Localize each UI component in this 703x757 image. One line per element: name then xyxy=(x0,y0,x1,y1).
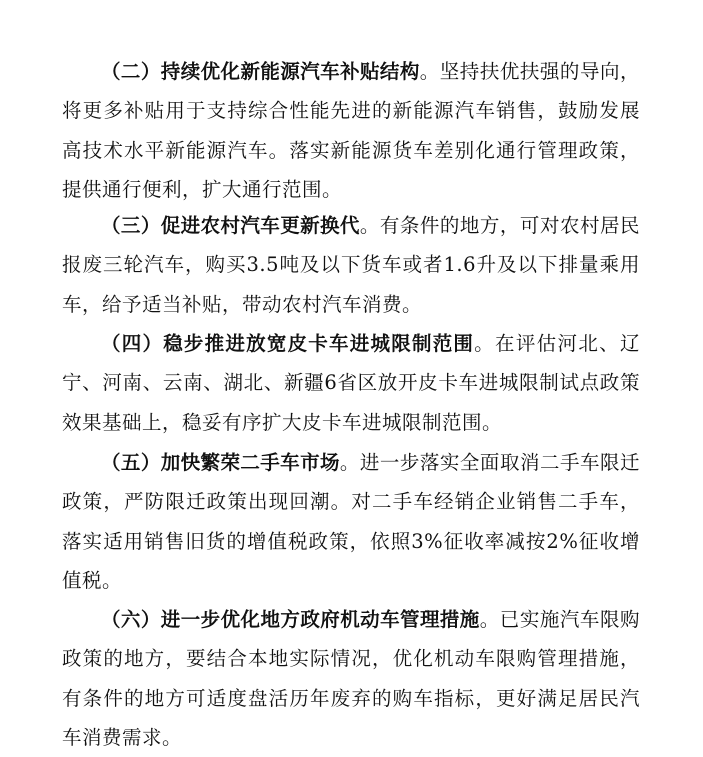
paragraph-heading: （五）加快繁荣二手车市场 xyxy=(101,451,340,474)
paragraph-body: 。坚持扶优扶强的导向，将更多补贴用于支持综合性能先进的新能源汽车销售，鼓励发展高技术水平新能源汽车。落实新能源货车差别化通行管理政策，提供通行便利，扩大通行范围。 xyxy=(62,60,640,201)
paragraph-6 xyxy=(62,600,640,757)
paragraph-heading: （四）稳步推进放宽皮卡车进城限制范围 xyxy=(101,332,475,355)
paragraph-body: 。进一步落实全面取消二手车限迁政策，严防限迁政策出现回潮。对二手车经销企业销售二手车，落实适用销售旧货的增值税政策，依照3%征收率减按2%征收增值税。 xyxy=(62,451,640,592)
paragraph-5 xyxy=(62,443,640,600)
paragraph-body: 。有条件的地方，可对农村居民报废三轮汽车，购买3.5吨及以下货车或者1.6升及以下排量乘用车，给予适当补贴，带动农村汽车消费。 xyxy=(62,214,640,316)
paragraph-3 xyxy=(62,206,640,324)
paragraph-heading: （三）促进农村汽车更新换代 xyxy=(101,214,360,237)
paragraph-4 xyxy=(62,324,640,442)
paragraph-2 xyxy=(62,52,640,209)
paragraph-heading: （六）进一步优化地方政府机动车管理措施 xyxy=(101,608,480,631)
paragraph-body: 。已实施汽车限购政策的地方，要结合本地实际情况，优化机动车限购管理措施，有条件的地方可适度盘活历年废弃的购车指标，更好满足居民汽车消费需求。 xyxy=(62,608,640,749)
paragraph-body: 。在评估河北、辽宁、河南、云南、湖北、新疆6省区放开皮卡车进城限制试点政策效果基础上，稳妥有序扩大皮卡车进城限制范围。 xyxy=(62,332,640,434)
paragraph-heading: （二）持续优化新能源汽车补贴结构 xyxy=(101,60,420,83)
